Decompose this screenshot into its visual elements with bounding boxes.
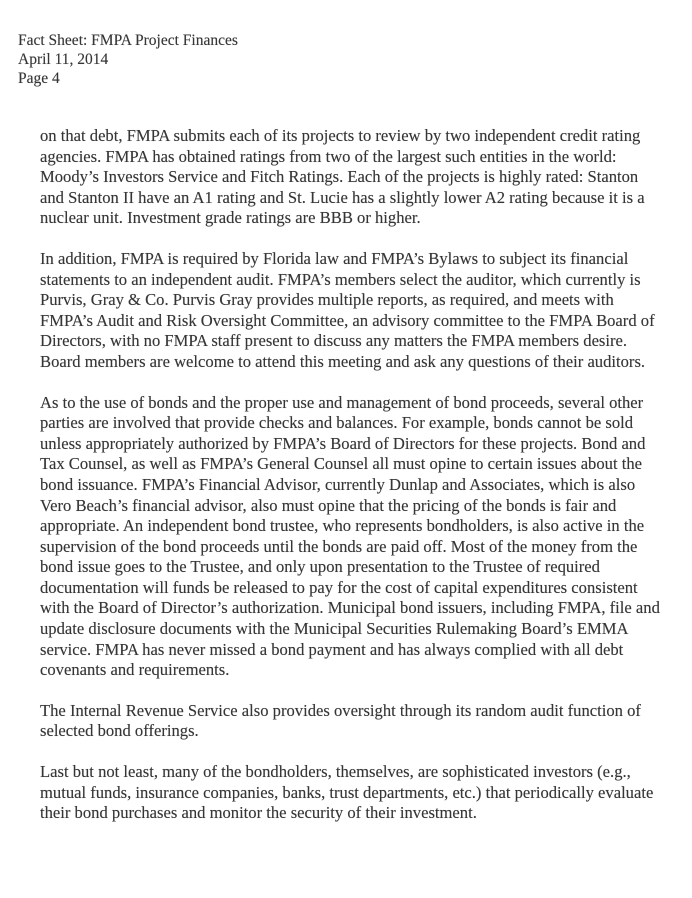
paragraph-bond-proceeds-oversight: As to the use of bonds and the proper use and management of bond proceeds, several other parties are involved that provide checks and balances. For example, bonds cannot be sold unless appropriately authorized by FMPA’s Board of Directors for these projects. Bond and Tax Counsel, as well as FMPA’s General Counsel all must opine to certain issues about the bond issuance. FMPA’s Financial Advisor, currently Dunlap and Associates, which is also Vero Beach’s financial advisor, also must opine that the pricing of the bonds is fair and appropriate. An independent bond trustee, who represents bondholders, is also active in the supervision of the bond proceeds until the bonds are paid off. Most of the money from the bond issue goes to the Trustee, and only upon presentation to the Trustee of required documentation will funds be released to pay for the cost of capital expenditures consistent with the Board of Director’s authorization. Municipal bond issuers, including FMPA, file and update disclosure documents with the Municipal Securities Rulemaking Board’s EMMA service. FMPA has never missed a bond payment and has always complied with all debt covenants and requirements. <box>40 392 660 680</box>
paragraph-independent-audit: In addition, FMPA is required by Florida law and FMPA’s Bylaws to subject its financial statements to an independent audit. FMPA’s members select the auditor, which currently is Purvis, Gray & Co. Purvis Gray provides multiple reports, as required, and meets with FMPA’s Audit and Risk Oversight Committee, an advisory committee to the FMPA Board of Directors, with no FMPA staff present to discuss any matters the FMPA members desire. Board members are welcome to attend this meeting and ask any questions of their auditors. <box>40 248 655 371</box>
paragraph-credit-ratings: on that debt, FMPA submits each of its projects to review by two independent credit rating agencies. FMPA has obtained ratings from two of the largest such entities in the world: Moody’s Investors Service and Fitch Ratings. Each of the projects is highly rated: Stanton and Stanton II have an A1 rating and St. Lucie has a slightly lower A2 rating because it is a nuclear unit. Investment grade ratings are BBB or higher. <box>40 126 645 228</box>
document-date: April 11, 2014 <box>18 51 109 68</box>
document-page-number: Page 4 <box>18 70 60 87</box>
paragraph-irs-oversight: The Internal Revenue Service also provides oversight through its random audit function of selected bond offerings. <box>40 700 641 741</box>
paragraph-bondholder-investors: Last but not least, many of the bondholders, themselves, are sophisticated investors (e.g., mutual funds, insurance companies, banks, trust departments, etc.) that periodically evaluate their bond purchases and monitor the security of their investment. <box>40 762 654 823</box>
document-title: Fact Sheet: FMPA Project Finances <box>18 32 238 49</box>
document-header <box>18 31 238 88</box>
document-body <box>40 126 664 844</box>
